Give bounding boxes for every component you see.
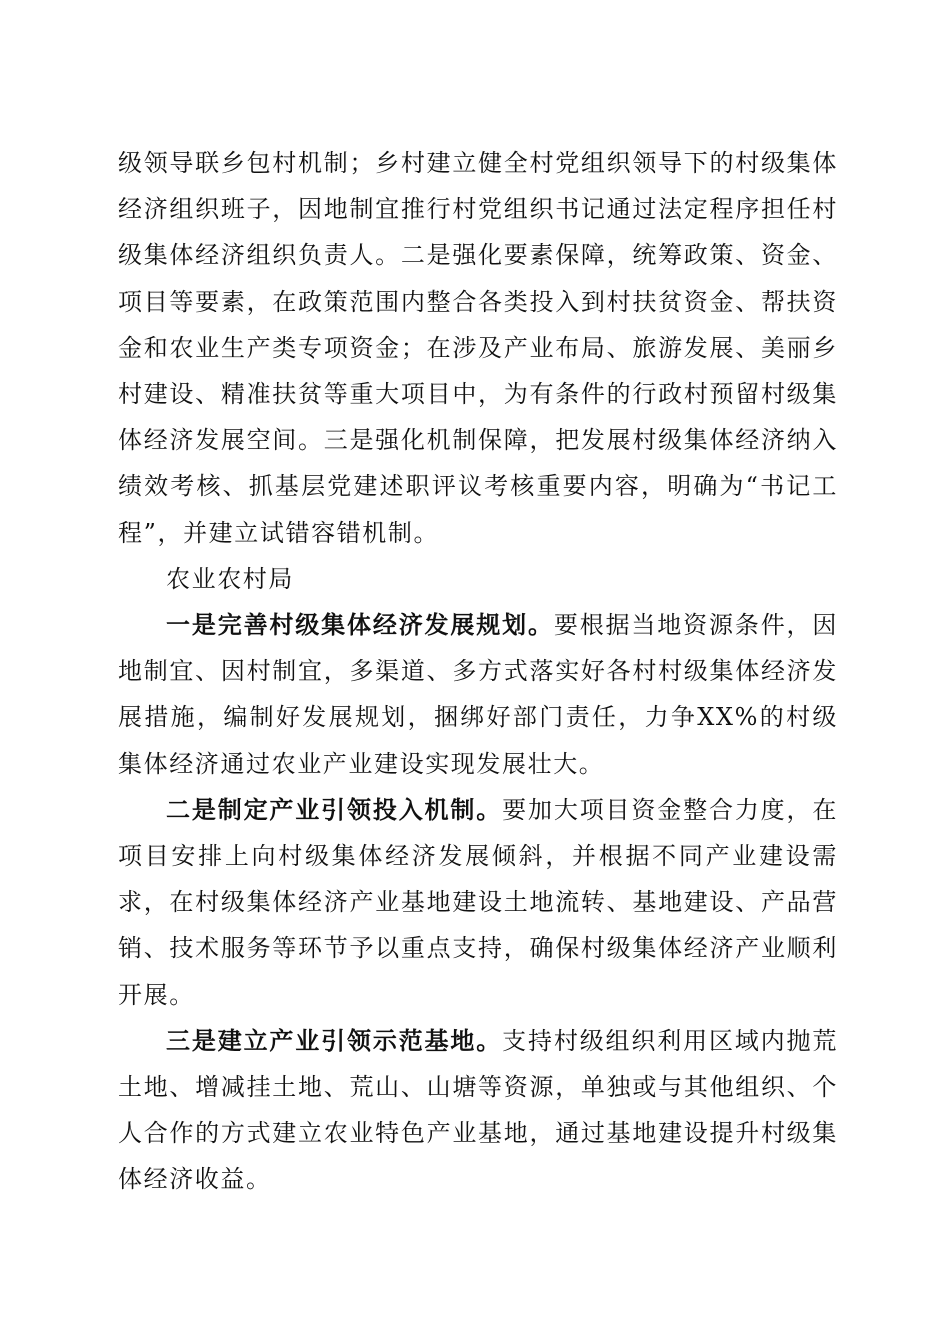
paragraph-item-1: [118, 602, 838, 787]
paragraph-item-2: [118, 787, 838, 1018]
document-body: [118, 140, 838, 1203]
item-2-lead: 二是制定产业引领投入机制。: [166, 794, 503, 824]
item-1-body: 要根据当地资源条件，因地制宜、因村制宜，多渠道、多方式落实好各村村级集体经济发展措施，编制好发展规划，捆绑好部门责任，力争XX%的村级集体经济通过农业产业建设实现发展壮大。: [118, 611, 838, 778]
item-2-body: 要加大项目资金整合力度，在项目安排上向村级集体经济发展倾斜，并根据不同产业建设需求，在村级集体经济产业基地建设土地流转、基地建设、产品营销、技术服务等环节予以重点支持，确保村级集体经济产业顺利开展。: [118, 795, 838, 1009]
paragraph-item-3: [118, 1018, 838, 1203]
item-3-lead: 三是建立产业引领示范基地。: [166, 1025, 503, 1055]
item-3-body: 支持村级组织利用区域内抛荒土地、增减挂土地、荒山、山塘等资源，单独或与其他组织、个人合作的方式建立农业特色产业基地，通过基地建设提升村级集体经济收益。: [118, 1026, 838, 1194]
section-department-heading: 农业农村局: [166, 564, 294, 593]
item-1-lead: 一是完善村级集体经济发展规划。: [166, 610, 554, 640]
paragraph-continuation: 级领导联乡包村机制；乡村建立健全村党组织领导下的村级集体经济组织班子，因地制宜推行村党组织书记通过法定程序担任村级集体经济组织负责人。二是强化要素保障，统筹政策、资金、项目等要素，在政策范围内整合各类投入到村扶贫资金、帮扶资金和农业生产类专项资金；在涉及产业布局、旅游发展、美丽乡村建设、精准扶贫等重大项目中，为有条件的行政村预留村级集体经济发展空间。三是强化机制保障，把发展村级集体经济纳入绩效考核、抓基层党建述职评议考核重要内容，明确为“书记工程”，并建立试错容错机制。: [118, 149, 838, 547]
